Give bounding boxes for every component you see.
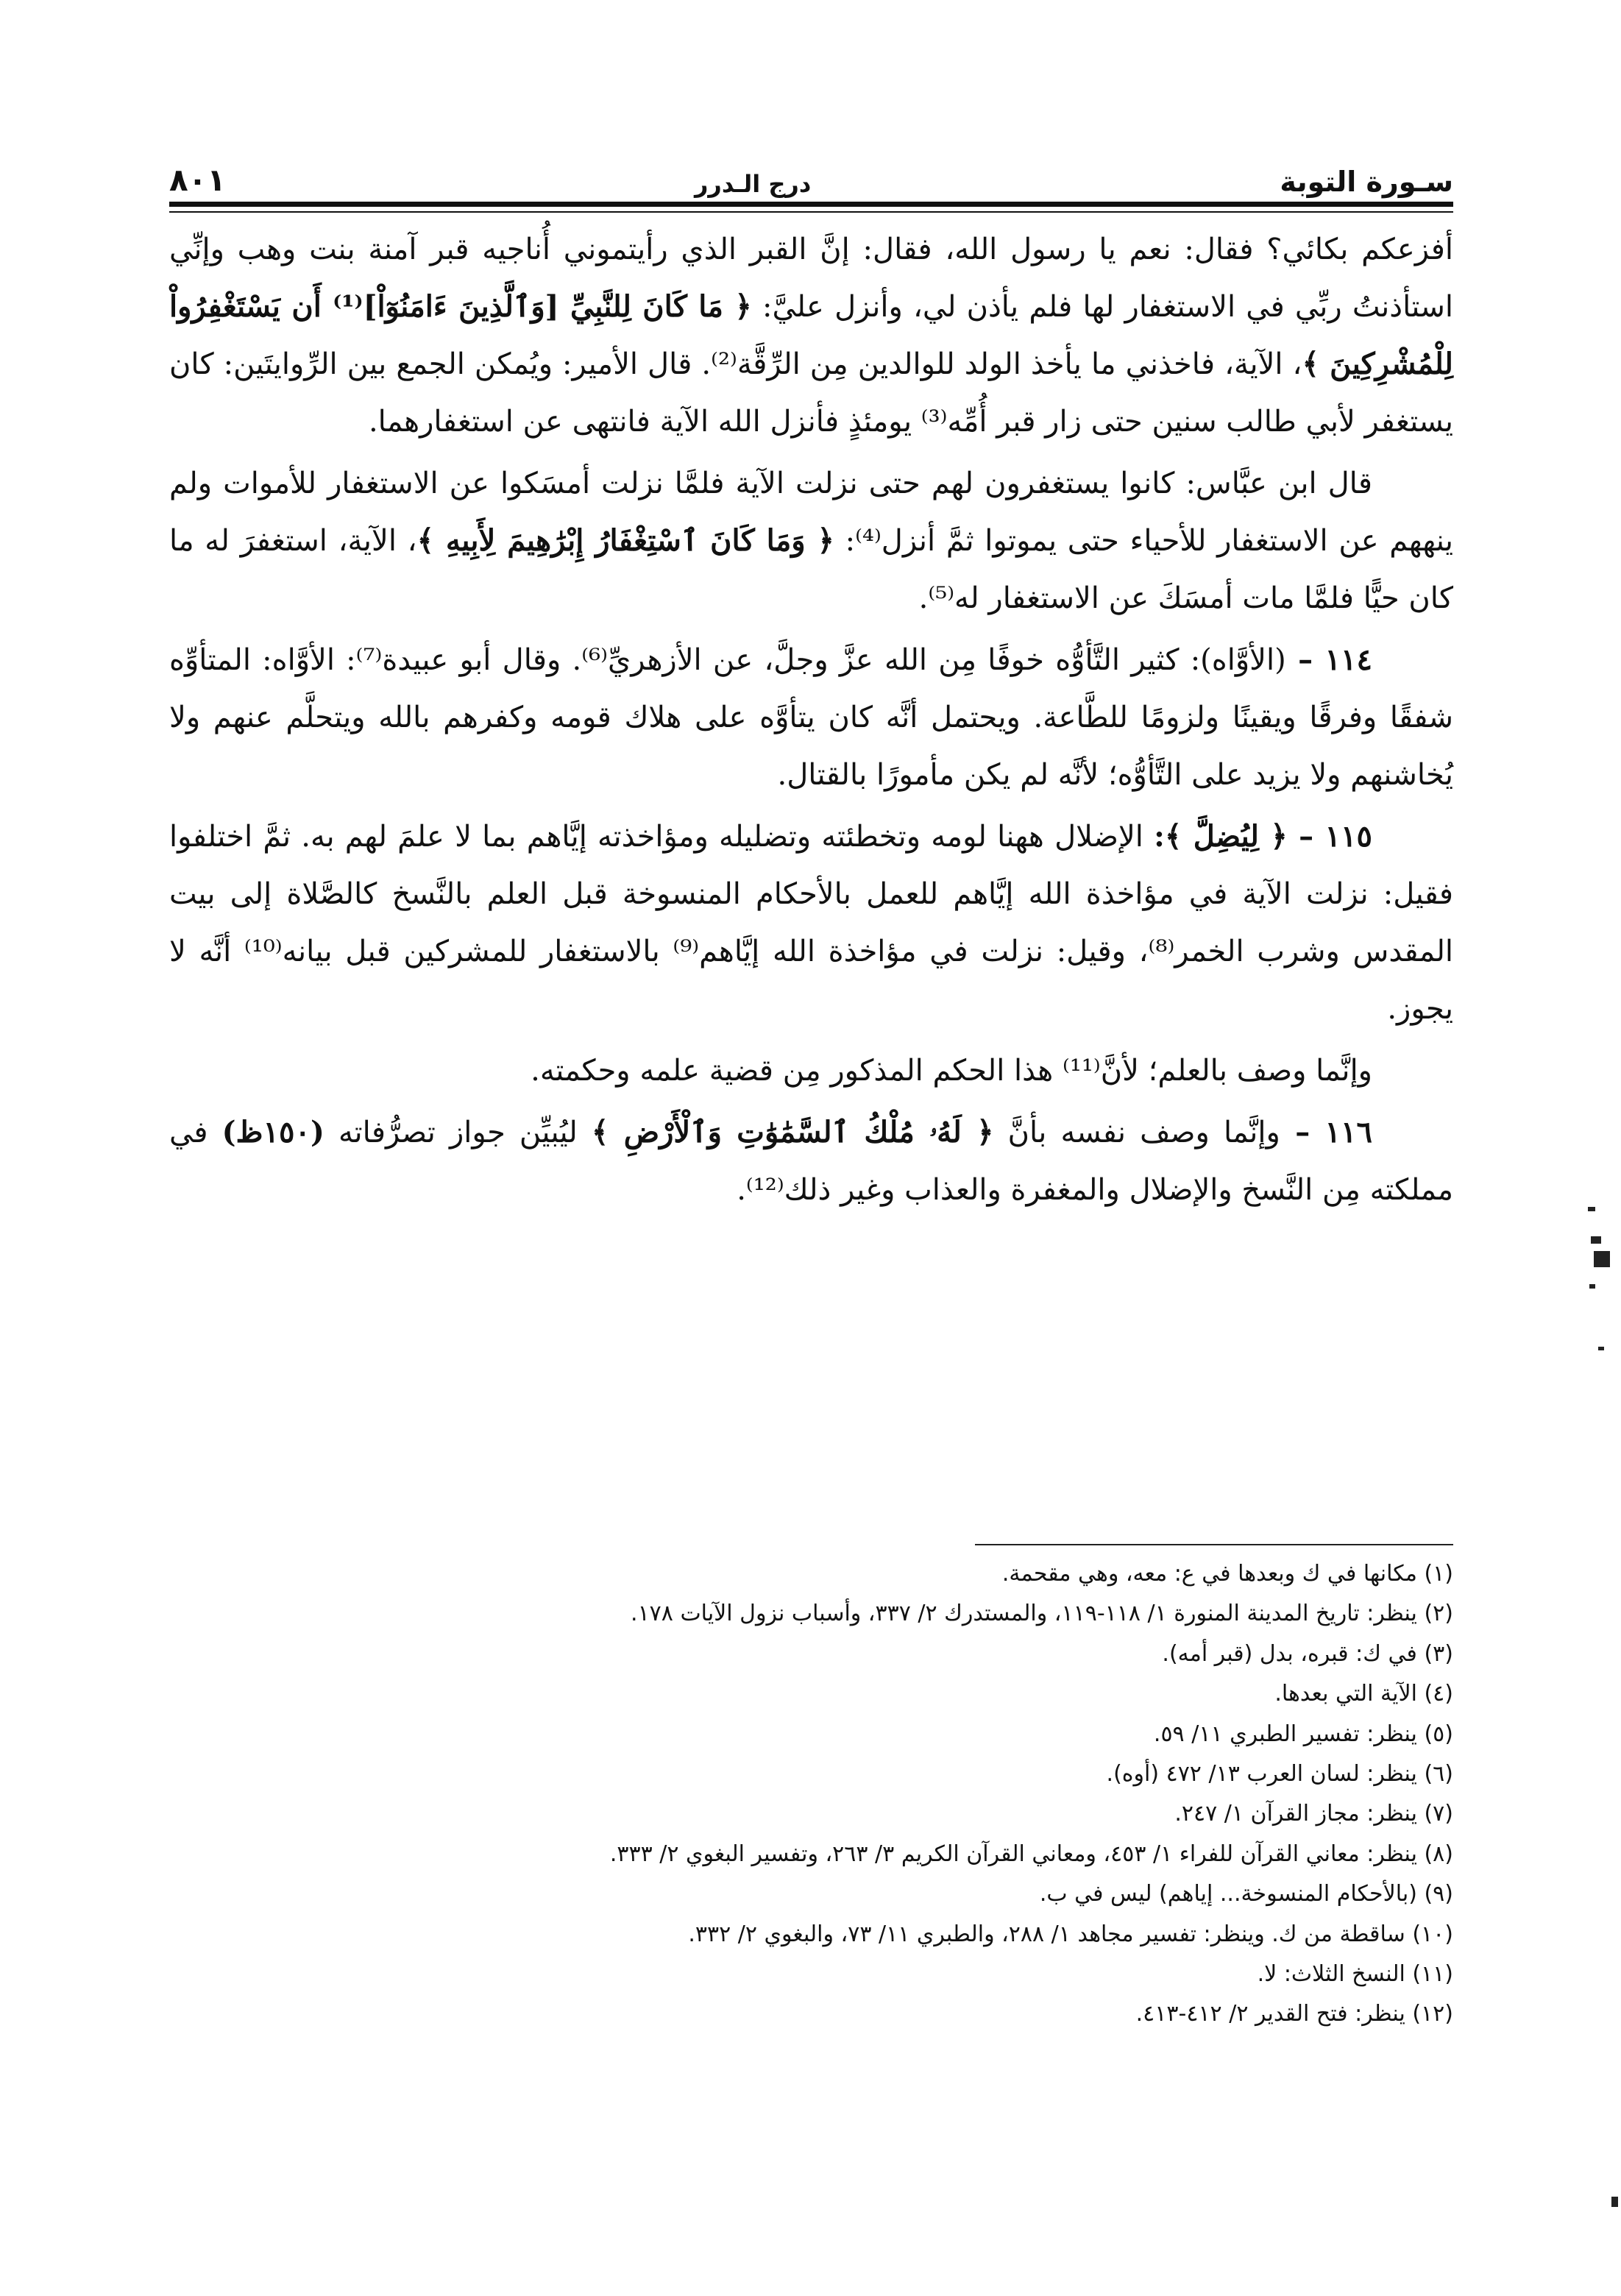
paragraph-verse-114 [169, 631, 1453, 804]
scan-speck [1598, 1347, 1604, 1350]
footnote: (٣) في ك: قبره، بدل (قبر أمه). [1162, 1640, 1453, 1667]
footnote-separator [975, 1544, 1453, 1545]
scan-speck [1594, 1251, 1610, 1267]
text-segment: قال ابن عبَّاس: كانوا يستغفرون لهم حتى نزلت الآية فلمَّا نزلت أمسَكوا عن الاستغفار للأموات ولم ينههم عن الاستغفار للأحياء حتى يموتوا ثمَّ أنزل⁽⁴⁾: [169, 467, 1454, 558]
footnote: (١١) النسخ الثلاث: لا. [1257, 1961, 1453, 1988]
text-segment: الإضلال ههنا لومه وتخطئته وتضليله ومؤاخذته إيَّاهم بما لا علمَ لهم به. ثمَّ اختلفوا فقيل: نزلت الآية في مؤاخذة الله إيَّاهم للعمل بالأحكام المنسوخة قبل العلم بالنَّسخ كالصَّلاة إلى بيت المقدس وشرب الخمر⁽⁸⁾، وقيل: نزلت في مؤاخذة الله إيَّاهم⁽⁹⁾ بالاستغفار للمشركين قبل بيانه⁽¹⁰⁾ أنَّه لا يجوز. [169, 820, 1453, 1026]
paragraph-verse-116 [169, 1104, 1453, 1219]
footnote: (١٠) ساقطة من ك. وينظر: تفسير مجاهد ١/ ٢٨٨، والطبري ١١/ ٧٣، والبغوي ٢/ ٣٣٢. [688, 1921, 1453, 1947]
footnote: (٦) ينظر: لسان العرب ١٣/ ٤٧٢ (أوه). [1106, 1761, 1453, 1787]
main-text [169, 221, 1453, 1516]
scan-speck [1588, 1207, 1595, 1211]
header-surah-title: سـورة التوبة [1280, 166, 1453, 198]
page-number: ٨٠١ [169, 162, 226, 198]
footnote: (٧) ينظر: مجاز القرآن ١/ ٢٤٧. [1174, 1801, 1453, 1827]
footnote: (٥) ينظر: تفسير الطبري ١١/ ٥٩. [1153, 1721, 1453, 1747]
text-segment: في مملكته مِن النَّسخ والإضلال والمغفرة والعذاب وغير ذلك⁽¹²⁾. [169, 1116, 1453, 1207]
text-segment: وإنَّما وصف نفسه بأنَّ [993, 1116, 1280, 1149]
footnote: (٨) ينظر: معاني القرآن للفراء ١/ ٤٥٣، ومعاني القرآن الكريم ٣/ ٢٦٣، وتفسير البغوي ٢/ ٣٣٣. [609, 1840, 1453, 1867]
scan-speck [1591, 1236, 1601, 1244]
verse-number: ١١٦ – [1280, 1115, 1372, 1149]
paragraph-1 [169, 221, 1453, 450]
quran-verse: ﴿ وَمَا كَانَ ٱسْتِغْفَارُ إِبْرَٰهِيمَ لِأَبِيهِ ﴾ [416, 523, 834, 558]
paragraph-2 [169, 455, 1453, 627]
header-rule-thin [169, 211, 1453, 213]
text-segment: أفزعكم بكائي؟ فقال: نعم يا رسول الله، فقال: إنَّ القبر الذي رأيتموني أُناجيه قبر آمنة بنت وهب وإنِّي استأذنتُ ربِّي في الاستغفار لها فلم يأذن لي، وأنزل عليَّ: [169, 233, 1453, 324]
footnote: (٢) ينظر: تاريخ المدينة المنورة ١/ ١١٨-١١٩، والمستدرك ٢/ ٣٣٧، وأسباب نزول الآيات ١٧٨. [631, 1601, 1453, 1627]
paragraph-verse-115 [169, 808, 1453, 1038]
paragraph-5 [169, 1042, 1453, 1099]
text-segment: ليُبيِّن جواز تصرُّفاته [324, 1116, 592, 1149]
text-segment: ، الآية، استغفرَ له ما كان حيًّا فلمَّا مات أمسَكَ عن الاستغفار له⁽⁵⁾. [169, 524, 1453, 615]
header-rule-thick [169, 202, 1453, 207]
verse-number: ١١٥ – ﴿ لِيُضِلَّ ﴾: [1154, 819, 1372, 854]
text-segment: ، الآية، فاخذني ما يأخذ الولد للوالدين مِن الرِّقَّة⁽²⁾. قال الأمير: ويُمكن الجمع بين الرِّوايتَين: كان يستغفر لأبي طالب سنين حتى زار قبر أُمِّه⁽³⁾ يومئذٍ فأنزل الله الآية فانتهى عن استغفارهما. [169, 347, 1453, 439]
text-segment: (الأوَّاه): كثير التَّأوُّه خوفًا مِن الله عزَّ وجلَّ، عن الأزهريِّ⁽⁶⁾. وقال أبو عبيدة⁽⁷⁾: الأوَّاه: المتأوِّه شفقًا وفرقًا ويقينًا ولزومًا للطَّاعة. ويحتمل أنَّه كان يتأوَّه على هلاك قومه وكفرهم بالله ويتحلَّم عنهم ولا يُخاشنهم ولا يزيد على التَّأوُّه؛ لأنَّه لم يكن مأمورًا بالقتال. [169, 643, 1453, 792]
footnotes [169, 1554, 1453, 2035]
quran-verse: ﴿ لَهُۥ مُلْكُ ٱلسَّمَٰوَٰتِ وَٱلْأَرْضِ ﴾ [591, 1115, 994, 1149]
scan-speck [1589, 1284, 1595, 1289]
footnote: (١) مكانها في ك وبعدها في ع: معه، وهي مقحمة. [1001, 1561, 1453, 1587]
manuscript-folio-marker: (١٥٠ظ) [221, 1115, 324, 1149]
scan-speck [1611, 2197, 1618, 2207]
footnote: (٩) (بالأحكام المنسوخة... إياهم) ليس في ب. [1039, 1881, 1453, 1907]
running-header [169, 151, 1453, 198]
header-book-title: درج الـدرر [694, 170, 812, 198]
text-segment: وإنَّما وصف بالعلم؛ لأنَّ⁽¹¹⁾ هذا الحكم المذكور مِن قضية علمه وحكمته. [531, 1054, 1372, 1088]
verse-number: ١١٤ – [1285, 642, 1372, 677]
quran-verse: ﴿ مَا كَانَ لِلنَّبِيِّ [وَٱلَّذِينَ ءَامَنُوٓاْ]⁽¹⁾ أَن يَسْتَغْفِرُواْ لِلْمُشْرِكِينَ ﴾ [169, 289, 1453, 381]
footnote: (١٢) ينظر: فتح القدير ٢/ ٤١٢-٤١٣. [1135, 2001, 1453, 2027]
footnote: (٤) الآية التي بعدها. [1274, 1681, 1453, 1707]
